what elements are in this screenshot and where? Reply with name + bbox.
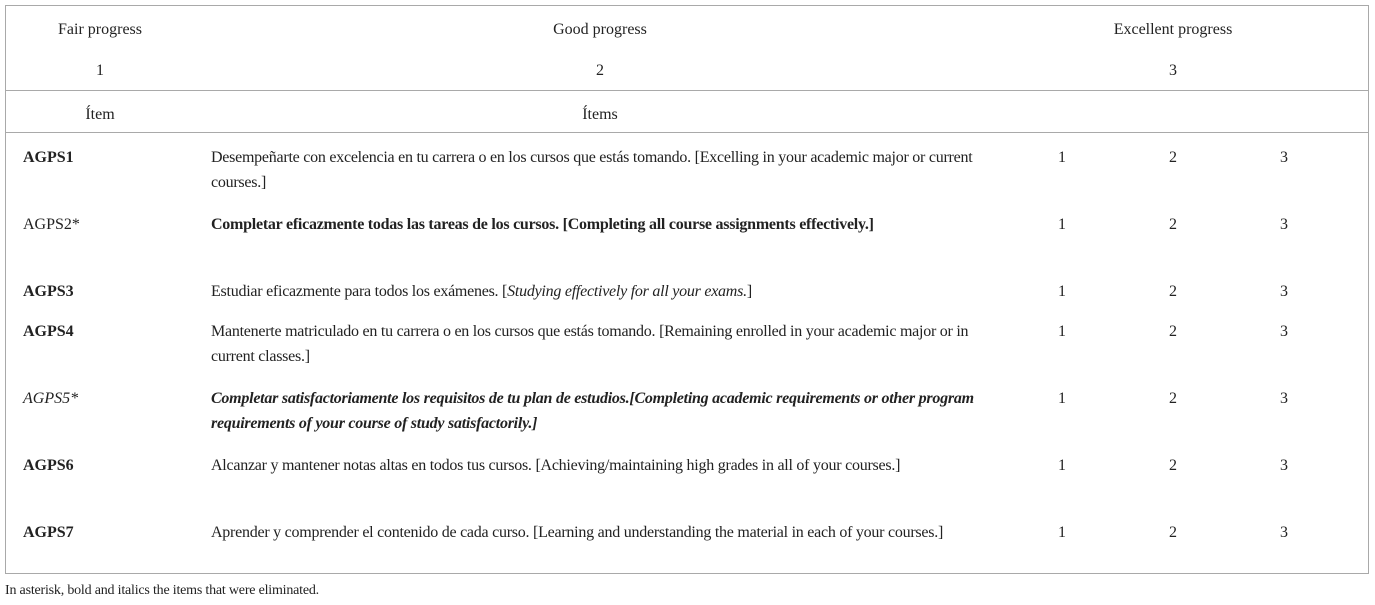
- option-1: 1: [1058, 524, 1066, 541]
- option-2: 2: [1169, 457, 1177, 474]
- scale-label-good: Good progress: [553, 21, 647, 38]
- item-english: [Remaining enrolled in your academic major or in current classes.]: [211, 323, 969, 365]
- option-3: 3: [1280, 524, 1288, 541]
- table-footnote: In asterisk, bold and italics the items that were eliminated.: [5, 583, 319, 598]
- option-2: 2: [1169, 390, 1177, 407]
- item-spanish: Estudiar eficazmente para todos los exámenes.: [211, 283, 499, 300]
- item-text: [211, 386, 1011, 436]
- scale-value-fair: 1: [96, 62, 104, 79]
- option-2: 2: [1169, 283, 1177, 300]
- item-code: AGPS5*: [23, 390, 79, 407]
- option-1: 1: [1058, 390, 1066, 407]
- option-3: 3: [1280, 457, 1288, 474]
- option-3: 3: [1280, 323, 1288, 340]
- scale-value-excellent: 3: [1169, 62, 1177, 79]
- item-spanish: Completar eficazmente todas las tareas de los cursos.: [211, 216, 559, 233]
- column-header-item: Ítem: [85, 106, 115, 123]
- option-2: 2: [1169, 323, 1177, 340]
- option-2: 2: [1169, 216, 1177, 233]
- item-spanish: Alcanzar y mantener notas altas en todos tus cursos.: [211, 457, 532, 474]
- item-english: [Achieving/maintaining high grades in all of your courses.]: [535, 457, 901, 474]
- item-spanish: Mantenerte matriculado en tu carrera o en los cursos que estás tomando.: [211, 323, 656, 340]
- scale-label-excellent: Excellent progress: [1113, 21, 1233, 38]
- item-code: AGPS4: [23, 323, 74, 340]
- item-spanish: Completar satisfactoriamente los requisitos de tu plan de estudios.: [211, 390, 630, 407]
- divider: [5, 90, 1369, 91]
- option-1: 1: [1058, 149, 1066, 166]
- scale-label-fair: Fair progress: [58, 21, 142, 38]
- item-text: [211, 279, 1011, 304]
- item-code: AGPS6: [23, 457, 74, 474]
- option-3: 3: [1280, 390, 1288, 407]
- option-2: 2: [1169, 149, 1177, 166]
- scale-value-good: 2: [596, 62, 604, 79]
- bracket: ]: [746, 283, 752, 300]
- column-header-items: Ítems: [582, 106, 618, 123]
- item-english: [Learning and understanding the material in each of your courses.]: [533, 524, 944, 541]
- option-1: 1: [1058, 323, 1066, 340]
- item-spanish: Aprender y comprender el contenido de cada curso.: [211, 524, 530, 541]
- item-text: [211, 145, 1011, 195]
- item-code: AGPS1: [23, 149, 74, 166]
- item-text: [211, 453, 1011, 478]
- item-text: [211, 520, 1011, 545]
- item-english: [Completing academic requirements or other program requirements of your course of study satisfactorily.]: [211, 390, 974, 432]
- item-english: [Completing all course assignments effectively.]: [562, 216, 874, 233]
- item-code: AGPS2*: [23, 216, 80, 233]
- option-1: 1: [1058, 216, 1066, 233]
- option-3: 3: [1280, 283, 1288, 300]
- divider: [5, 132, 1369, 133]
- item-text: [211, 319, 1011, 369]
- item-spanish: Desempeñarte con excelencia en tu carrera o en los cursos que estás tomando.: [211, 149, 691, 166]
- option-3: 3: [1280, 149, 1288, 166]
- item-code: AGPS3: [23, 283, 74, 300]
- option-1: 1: [1058, 457, 1066, 474]
- item-english: [Excelling in your academic major or current courses.]: [211, 149, 973, 191]
- option-2: 2: [1169, 524, 1177, 541]
- bracket: [: [502, 283, 508, 300]
- option-3: 3: [1280, 216, 1288, 233]
- option-1: 1: [1058, 283, 1066, 300]
- item-text: [211, 212, 1011, 237]
- item-english: Studying effectively for all your exams.: [507, 283, 747, 300]
- item-code: AGPS7: [23, 524, 74, 541]
